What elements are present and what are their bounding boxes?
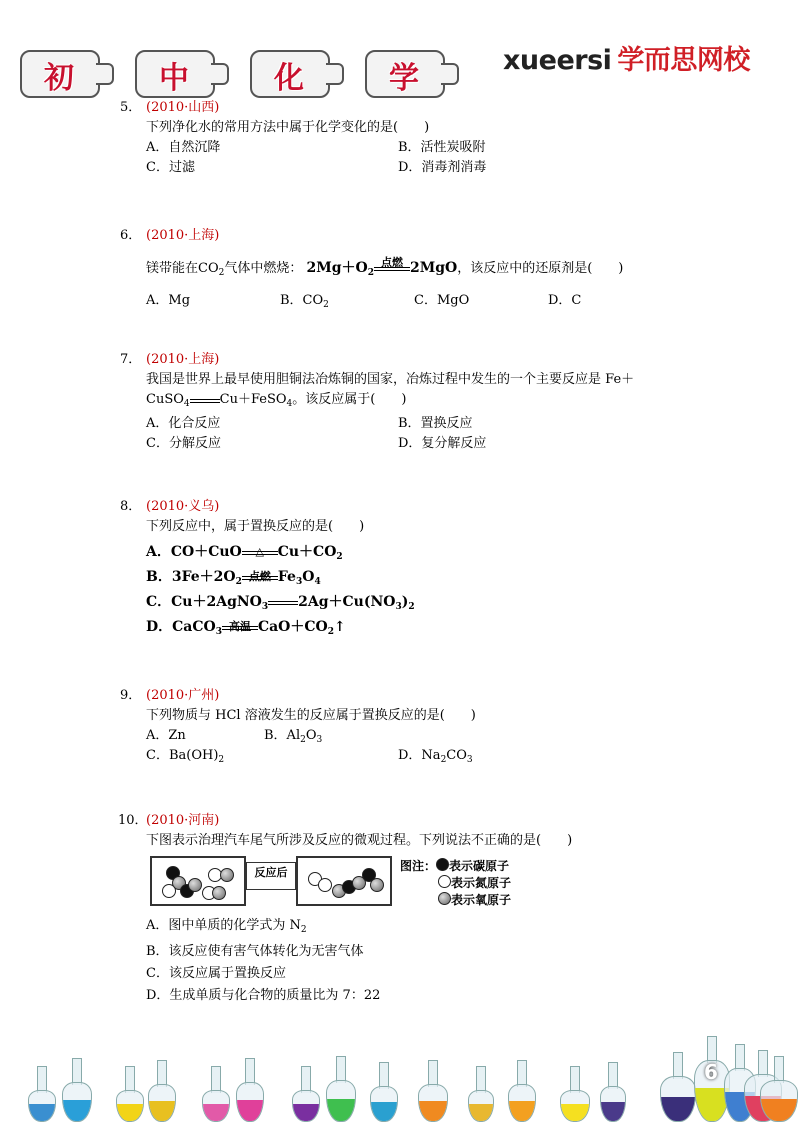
option-c: C．分解反应 [146,436,221,451]
title-char: 学 [389,61,419,96]
after-box [296,856,392,906]
flask-icon [760,1056,796,1122]
title-tile-2 [135,50,225,94]
question-number: 9． [120,688,142,703]
flask-icon [326,1056,354,1122]
flask-icon [62,1058,90,1122]
flask-icon [370,1062,396,1122]
flask-icon [28,1066,54,1122]
brand-en: xueersi [503,45,612,76]
flask-icon [292,1066,318,1122]
question-5 [120,98,486,178]
option-b: B．$CO_2$ [280,293,329,310]
question-source: (2010·义乌) [146,499,220,514]
option-b: B．该反应使有害气体转化为无害气体 [146,944,364,959]
option-a: A．图中单质的化学式为 $N_2$ [146,918,307,935]
option-d: D．复分解反应 [398,436,487,451]
question-source: (2010·上海) [146,352,220,367]
reaction-arrow: 反应后 [246,862,296,890]
question-stem-line2: CuSO$_4$ Cu＋FeSO$_4$。该反应属于( ) [146,392,407,409]
question-number: 5． [120,100,142,115]
question-number: 8． [120,499,142,514]
flask-icon [660,1052,694,1122]
question-source: (2010·广州) [146,688,220,703]
question-10-options [146,916,380,1006]
brand-logo [503,38,750,77]
footer-flasks [0,1010,800,1132]
title-char: 初 [44,61,74,96]
equation: $2Mg+O_2$ 点燃 2MgO [306,256,458,278]
option-d: D．C [548,293,582,308]
flask-icon [600,1062,624,1122]
option-b: B．$3Fe+2O_2$ 点燃 $Fe_3O_4$ [146,569,321,587]
option-c: C．过滤 [146,160,195,175]
title-char: 化 [274,61,304,96]
flask-icon [148,1060,174,1122]
flask-icon [116,1066,142,1122]
option-d: D．消毒剂消毒 [398,160,487,175]
flask-icon [508,1060,534,1122]
option-c: C．该反应属于置换反应 [146,966,286,981]
oxygen-atom-icon [438,892,451,905]
option-b: B．置换反应 [398,416,473,431]
flask-icon [202,1066,228,1122]
title-tile-4 [365,50,455,94]
question-stem: 下列反应中，属于置换反应的是( ) [146,519,365,534]
question-stem: 镁带能在$CO_2$气体中燃烧： $2Mg+O_2$ 点燃 2MgO，该反应中的还原剂是( ) [146,256,624,278]
option-b: B．活性炭吸附 [398,140,486,155]
question-stem: 下列净化水的常用方法中属于化学变化的是( ) [146,120,430,135]
diagram-legend: 图注： 表示碳原子 表示氮原子 表示氧原子 [400,859,512,907]
question-stem-line1: 我国是世界上最早使用胆铜法冶炼铜的国家，冶炼过程中发生的一个主要反应是 Fe＋ [146,372,635,387]
option-a: A．Mg [146,293,191,308]
option-c: C．MgO [414,293,470,308]
option-a: A．CO＋CuO △ $Cu+CO_2$ [146,544,343,562]
page-number: 6 [704,1060,718,1084]
carbon-atom-icon [436,858,449,871]
question-source: (2010·山西) [146,100,220,115]
before-box [150,856,246,906]
option-a: A．化合反应 [146,416,221,431]
option-d: D．生成单质与化合物的质量比为 7：22 [146,988,381,1003]
option-d: D．CaCO$_3$ 高温 $CaO+CO_2↑$ [146,619,346,637]
title-char: 中 [159,61,189,96]
question-source: (2010·上海) [146,228,220,243]
question-8 [120,497,415,637]
question-stem: 下图表示治理汽车尾气所涉及反应的微观过程。下列说法不正确的是( ) [146,833,573,848]
header [0,0,800,100]
title-tile-1 [20,50,110,94]
question-6 [120,226,623,311]
nitrogen-atom-icon [438,875,451,888]
option-b: B．$Al_2O_3$ [264,728,323,745]
question-9 [120,686,476,766]
option-d: D．$Na_2CO_3$ [398,748,473,765]
question-7 [120,350,634,454]
brand-cn: 学而思网校 [617,45,750,76]
question-number: 6． [120,228,142,243]
flask-icon [560,1066,588,1122]
question-source: (2010·河南) [146,813,220,828]
flask-icon [236,1058,262,1122]
question-stem: 下列物质与 HCl 溶液发生的反应属于置换反应的是( ) [146,708,476,723]
option-a: A．Zn [146,728,186,743]
question-number: 7． [120,352,142,367]
option-a: A．自然沉降 [146,140,221,155]
flask-icon [418,1060,446,1122]
option-c: C．Cu＋2AgNO$_3$ $2Ag+Cu(NO_3)_2$ [146,594,415,612]
option-c: C．$Ba(OH)_2$ [146,748,225,765]
title-tile-3 [250,50,340,94]
question-10 [118,811,572,851]
question-number: 10． [118,813,148,828]
flask-icon [468,1066,492,1122]
